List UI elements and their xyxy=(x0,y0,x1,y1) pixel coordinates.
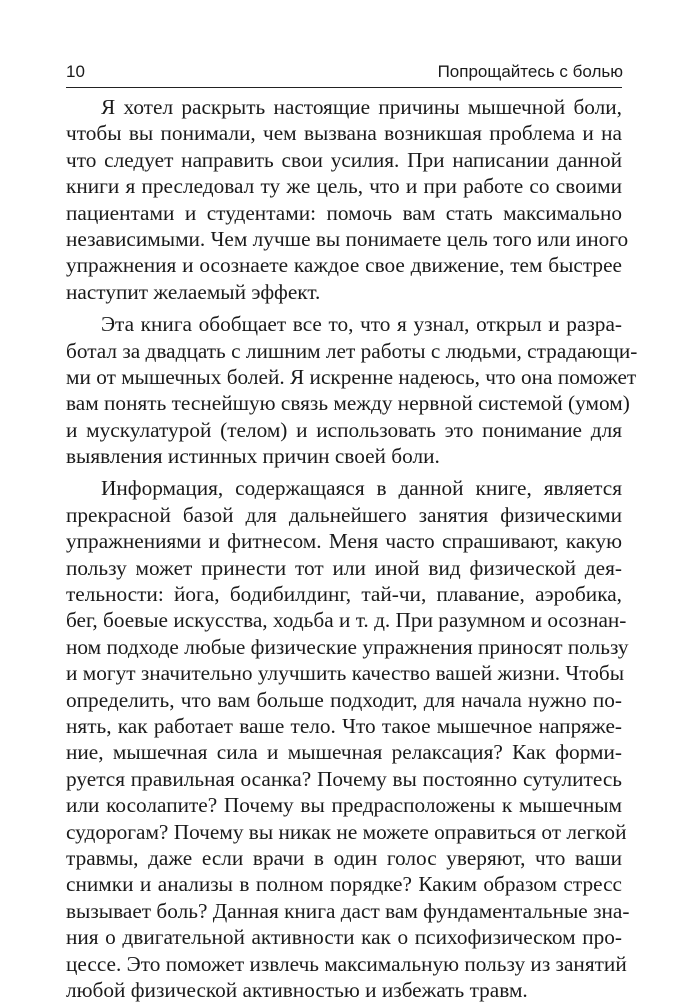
text-line: упражнения и осознаете каждое свое движение, тем быстрее xyxy=(66,253,622,278)
text-line: Я хотел раскрыть настоящие причины мышечной боли, xyxy=(101,95,622,119)
paragraph xyxy=(66,475,630,1003)
text-line: пациентами и студентами: помочь вам стать максимально xyxy=(66,200,622,225)
text-line: снимки и анализы в полном порядке? Каким образом стресс xyxy=(66,872,622,897)
text-line: или косолапите? Почему вы предрасположены к мышечным xyxy=(66,793,622,818)
text-line: пользу может принести тот или иной вид физической дея- xyxy=(66,555,622,580)
text-line: любой физической активностью и избежать травм. xyxy=(66,977,528,1002)
text-line: вызывает боль? Данная книга даст вам фундаментальные зна- xyxy=(66,898,630,923)
text-line: выявления истинных причин своей боли. xyxy=(66,444,440,469)
text-line: и могут значительно улучшить качество вашей жизни. Чтобы xyxy=(66,661,625,686)
text-line: ния о двигательной активности как о психофизическом про- xyxy=(66,925,622,950)
page-number: 10 xyxy=(66,62,85,81)
body-text xyxy=(66,94,638,1003)
text-line: книги я преследовал ту же цель, что и при работе со своими xyxy=(66,174,622,199)
text-line: независимыми. Чем лучше вы понимаете цель того или иного xyxy=(66,226,629,251)
text-line: бег, боевые искусства, ходьба и т. д. При разумном и осознан- xyxy=(66,608,627,633)
text-line: что следует направить свои усилия. При написании данной xyxy=(66,147,622,172)
text-line: ном подходе любые физические упражнения приносят пользу xyxy=(66,634,629,659)
text-line: прекрасной базой для дальнейшего занятия физическими xyxy=(66,502,622,527)
text-line: руется правильная осанка? Почему вы постоянно сутулитесь xyxy=(66,766,622,791)
paragraph xyxy=(66,311,638,469)
running-title: Попрощайтесь с болью xyxy=(437,62,623,81)
text-line: чтобы вы понимали, чем вызвана возникшая проблема и на xyxy=(66,121,622,146)
text-line: ние, мышечная сила и мышечная релаксация? Как форми- xyxy=(66,740,622,765)
text-line: Информация, содержащаяся в данной книге, является xyxy=(101,476,622,501)
text-line: наступит желаемый эффект. xyxy=(66,279,321,304)
text-line: нять, как работает ваше тело. Что такое мышечное напряже- xyxy=(66,713,622,738)
paragraph xyxy=(66,94,629,305)
text-line: травмы, даже если врачи в один голос уверяют, что ваши xyxy=(66,845,622,870)
text-line: тельности: йога, бодибилдинг, тай-чи, плавание, аэробика, xyxy=(66,582,622,607)
text-line: вам понять теснейшую связь между нервной системой (умом) xyxy=(66,391,630,416)
text-line: судорогам? Почему вы никак не можете оправиться от легкой xyxy=(66,819,627,844)
running-head xyxy=(66,60,623,86)
header-rule xyxy=(66,87,622,88)
text-line: Эта книга обобщает все то, что я узнал, открыл и разра- xyxy=(101,312,622,337)
text-line: определить, что вам больше подходит, для начала нужно по- xyxy=(66,687,622,712)
text-line: упражнениями и фитнесом. Меня часто спрашивают, какую xyxy=(66,529,622,554)
text-line: цессе. Это поможет извлечь максимальную пользу из занятий xyxy=(66,951,627,976)
text-line: и мускулатурой (телом) и использовать это понимание для xyxy=(66,417,622,442)
text-line: ми от мышечных болей. Я искренне надеюсь, что она поможет xyxy=(66,364,637,389)
text-line: ботал за двадцать с лишним лет работы с людьми, страдающи- xyxy=(66,338,638,363)
